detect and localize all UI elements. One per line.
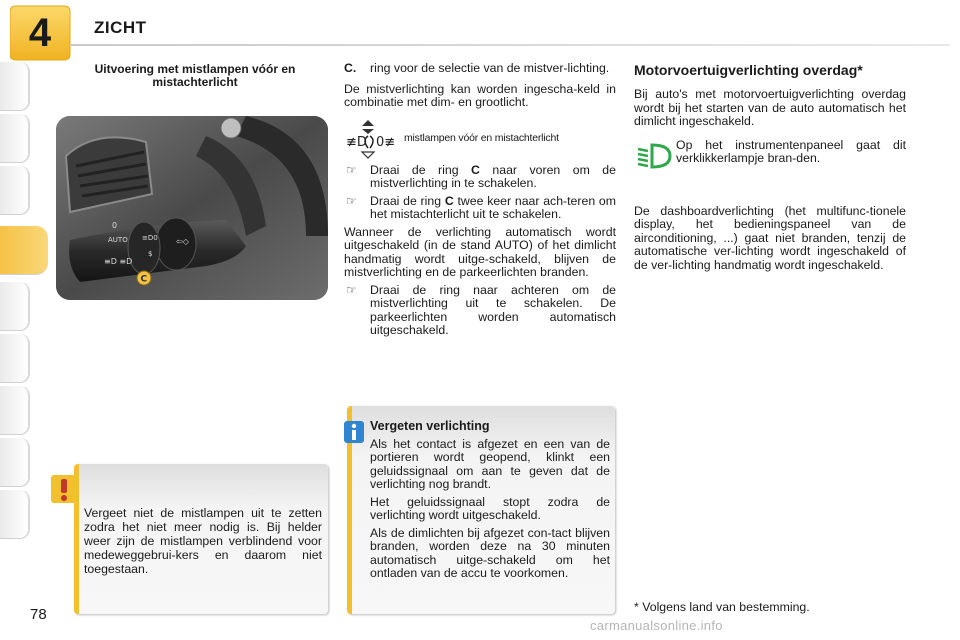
photo-label-ring-c: C xyxy=(140,274,148,285)
fog-intro-text: De mistverlichting kan worden ingescha-keld in combinatie met dim- en grootlicht. xyxy=(344,81,616,109)
header-divider xyxy=(70,44,950,46)
chapter-tab-5[interactable] xyxy=(0,282,30,331)
watermark: carmanualsonline.info xyxy=(590,618,723,633)
instruction-2-ring: C xyxy=(444,193,454,208)
chapter-number: 4 xyxy=(28,11,52,55)
chapter-tabs xyxy=(0,62,34,582)
warning-lamp-block xyxy=(634,139,906,197)
pointer-icon: ☞ xyxy=(346,162,357,177)
chapter-tab-6[interactable] xyxy=(0,334,30,383)
info-paragraph-1: Als het contact is afgezet en een van de portieren wordt geopend, klinkt een geluidssignaal om aan te geven dat de verlichting nog brandt. xyxy=(370,436,610,491)
svg-text:$: $ xyxy=(148,250,153,258)
middle-column xyxy=(344,62,616,338)
warning-lamp-text: Op het instrumentenpaneel gaat dit verklikkerlampje bran-den. xyxy=(676,137,906,165)
instruction-1-ring: C xyxy=(471,162,480,177)
chapter-tab-3[interactable] xyxy=(0,166,30,215)
instruction-3 xyxy=(344,284,616,338)
section-heading-fog-lamps: Uitvoering met mistlampen vóór en mistachterlicht xyxy=(94,62,296,89)
auto-off-paragraph: Wanneer de verlichting automatisch wordt uitgeschakeld (in de stand AUTO) of het dimlicht handmatig wordt uitge-schakeld, blijven de mistverlichting en de parkeerlichten branden. xyxy=(344,224,616,279)
info-icon xyxy=(343,420,365,444)
page-number: 78 xyxy=(30,606,47,623)
ring-c-description xyxy=(344,62,616,76)
chapter-tab-4[interactable] xyxy=(0,226,48,275)
daytime-lights-title: Motorvoertuigverlichting overdag* xyxy=(634,62,863,78)
chapter-tab-7[interactable] xyxy=(0,386,30,435)
svg-text:⇦◇: ⇦◇ xyxy=(176,237,189,246)
warning-text: Vergeet niet de mistlampen uit te zetten zodra het niet meer nodig is. Bij helder weer zijn de mistlampen verblindend voor medeweggebrui-kers en daarom niet toegestaan. xyxy=(84,506,322,576)
ring-c-label: C. xyxy=(344,61,357,75)
forgotten-lights-info xyxy=(370,420,610,585)
instruction-1-text: Draai de ring xyxy=(370,162,472,177)
svg-text:≡D0: ≡D0 xyxy=(142,234,158,242)
dashboard-lighting-paragraph: De dashboardverlichting (het multifunc-tionele display, het bedieningspaneel van de airconditioning, ...) gaat niet branden, tenzij de automatische ver-lichting wordt ingeschakeld of de ver-lichting handmatig wordt ingeschakeld. xyxy=(634,203,906,272)
lighting-stalk-photo xyxy=(56,116,328,300)
chapter-tab-8[interactable] xyxy=(0,438,30,487)
chapter-badge xyxy=(10,4,72,62)
svg-text:≡D ≡D: ≡D ≡D xyxy=(104,257,133,266)
ring-c-text: ring voor de selectie van de mistver-lichting. xyxy=(370,61,610,75)
info-title: Vergeten verlichting xyxy=(370,419,490,433)
instruction-3-text: Draai de ring naar achteren om de mistverlichting uit te schakelen. De parkeerlichten worden automatisch uitgeschakeld. xyxy=(370,282,616,337)
info-paragraph-3: Als de dimlichten bij afgezet con-tact blijven branden, worden deze na 30 minuten automatisch uitge-schakeld om het ontladen van de accu te voorkomen. xyxy=(370,525,610,580)
chapter-tab-9[interactable] xyxy=(0,490,30,539)
svg-text:0: 0 xyxy=(112,221,118,230)
exclamation-icon xyxy=(50,474,78,504)
instruction-2-text: Draai de ring xyxy=(370,193,445,208)
chapter-tab-2[interactable] xyxy=(0,114,30,163)
chapter-tab-1[interactable] xyxy=(0,62,30,111)
page-title: ZICHT xyxy=(94,18,147,37)
instruction-1 xyxy=(344,164,616,191)
pointer-icon: ☞ xyxy=(346,193,357,208)
instruction-2 xyxy=(344,195,616,222)
right-column xyxy=(634,62,906,272)
fog-lamp-selector-icon xyxy=(344,118,398,160)
fog-lamp-row xyxy=(344,118,616,158)
dipped-beam-indicator-icon xyxy=(636,141,674,171)
instruction-2-text-end: twee keer naar ach-teren om het mistachterlicht uit te schakelen. xyxy=(370,193,617,221)
pointer-icon: ☞ xyxy=(346,282,357,297)
info-paragraph-2: Het geluidssignaal stopt zodra de verlichting wordt uitgeschakeld. xyxy=(370,494,610,522)
fog-lamp-caption: mistlampen vóór en mistachterlicht xyxy=(404,131,559,144)
instruction-1-text-end: naar voren om de mistverlichting in te schakelen. xyxy=(370,162,616,190)
svg-text:0≢: 0≢ xyxy=(376,134,396,150)
photo-label-auto: AUTO xyxy=(108,236,128,244)
footnote: * Volgens land van bestemming. xyxy=(634,600,810,614)
svg-text:≢D: ≢D xyxy=(346,134,367,150)
daytime-lights-intro: Bij auto's met motorvoertuigverlichting overdag wordt bij het starten van de auto automatisch het dimlicht ingeschakeld. xyxy=(634,87,906,128)
